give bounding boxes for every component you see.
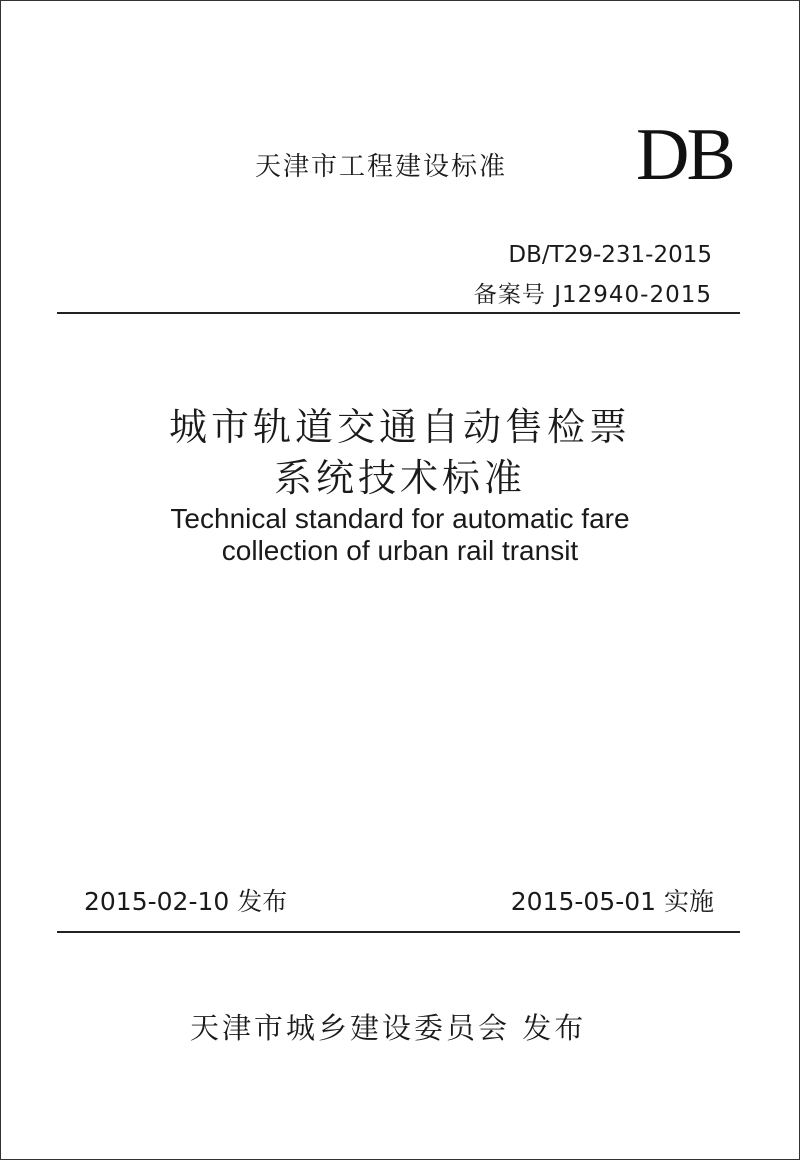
bottom-divider [57, 931, 740, 933]
series-title: 天津市工程建设标准 [255, 152, 508, 182]
db-mark: DB [636, 114, 733, 196]
top-divider [57, 312, 740, 314]
effective-date: 2015-05-01 实施 [510, 887, 714, 916]
title-cn-line-1: 城市轨道交通自动售检票 [168, 405, 631, 449]
title-en-line-1: Technical standard for automatic fare [170, 503, 630, 534]
title-cn-line-2: 系统技术标准 [273, 456, 526, 500]
title-en-line-2: collection of urban rail transit [221, 535, 579, 566]
issue-date: 2015-02-10 发布 [84, 887, 288, 916]
record-number: 备案号 J12940-2015 [473, 282, 712, 308]
standard-number: DB/T29-231-2015 [508, 242, 712, 268]
publisher: 天津市城乡建设委员会 发布 [190, 1011, 587, 1045]
